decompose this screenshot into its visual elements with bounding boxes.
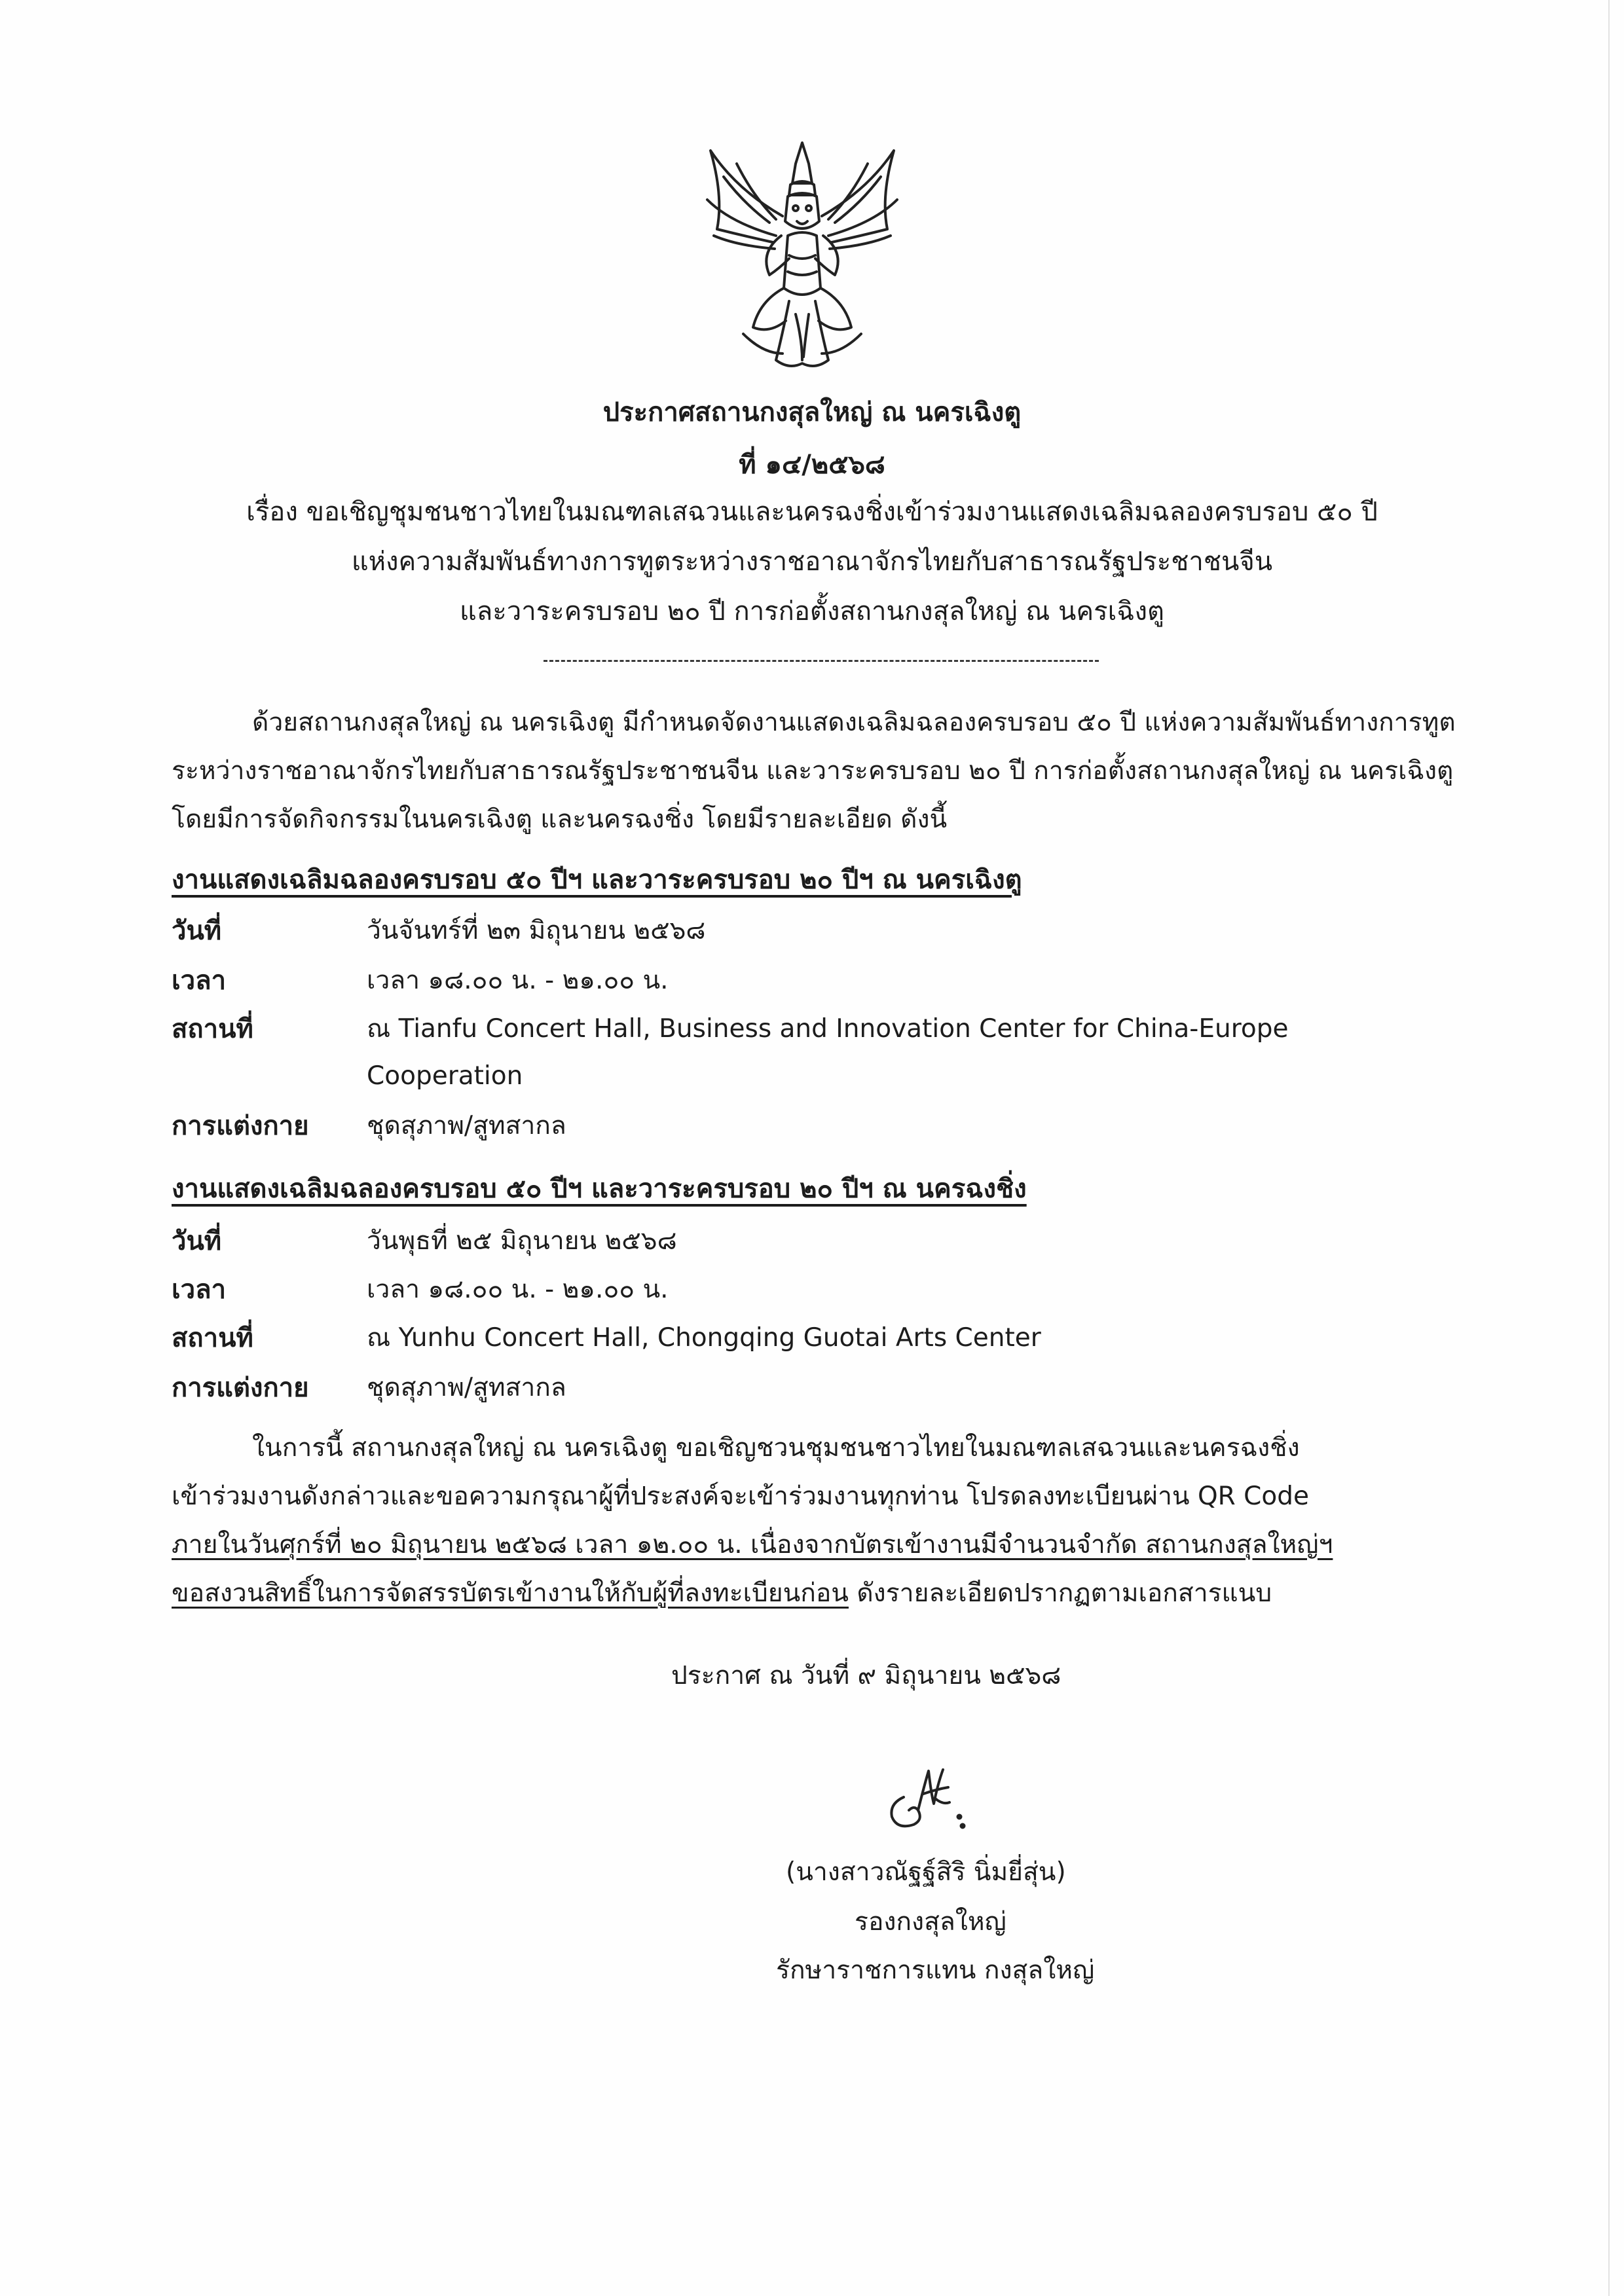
event-2-dress: ชุดสุภาพ/สูทสากล [367, 1373, 566, 1402]
announcement-date: ประกาศ ณ วันที่ ๙ มิถุนายน ๒๕๖๘ [671, 1661, 1061, 1690]
announcement-number: ที่ ๑๔/๒๕๖๘ [739, 450, 885, 480]
separator-line [544, 660, 1099, 662]
subject-line-2: แห่งความสัมพันธ์ทางการทูตระหว่างราชอาณาจักรไทยกับสาธารณรัฐประชาชนจีน [351, 547, 1273, 577]
event-2-time-label: เวลา [172, 1275, 227, 1305]
subject-line-3: และวาระครบรอบ ๒๐ ปี การก่อตั้งสถานกงสุลใหญ่ ณ นครเฉิงตู [459, 596, 1165, 627]
signatory-position: รองกงสุลใหญ่ [855, 1907, 1006, 1937]
closing-line-4-rest: ดังรายละเอียดปรากฏตามเอกสารแนบ [848, 1578, 1272, 1608]
signatory-name: (นางสาวณัฐฐ์สิริ นิ่มยี่สุ่น) [786, 1857, 1066, 1887]
event-2-venue: ณ Yunhu Concert Hall, Chongqing Guotai Arts Center [367, 1323, 1041, 1353]
event-1-venue-continued: Cooperation [367, 1061, 523, 1091]
event-1-dress: ชุดสุภาพ/สูทสากล [367, 1111, 566, 1140]
event-1-date-label: วันที่ [172, 916, 222, 946]
event-2-time: เวลา ๑๘.๐๐ น. - ๒๑.๐๐ น. [367, 1275, 669, 1304]
subject-line-1: เรื่อง ขอเชิญชุมชนชาวไทยในมณฑลเสฉวนและนครฉงชิ่งเข้าร่วมงานแสดงเฉลิมฉลองครบรอบ ๕๐ ปี [246, 497, 1378, 527]
event-1-venue: ณ Tianfu Concert Hall, Business and Innovation Center for China-Europe [367, 1014, 1289, 1044]
event-2-dress-label: การแต่งกาย [172, 1373, 309, 1403]
event-1-venue-label: สถานที่ [172, 1014, 253, 1044]
closing-line-4 [172, 1580, 1272, 1606]
event-1-time: เวลา ๑๘.๐๐ น. - ๒๑.๐๐ น. [367, 966, 669, 995]
event-2-venue-label: สถานที่ [172, 1323, 253, 1353]
event-1-dress-label: การแต่งกาย [172, 1111, 309, 1141]
garuda-emblem-icon [697, 137, 907, 380]
closing-line-3: ภายในวันศุกร์ที่ ๒๐ มิถุนายน ๒๕๖๘ เวลา ๑๒.๐๐ น. เนื่องจากบัตรเข้างานมีจำนวนจำกัด สถานกงสุลใหญ่ฯ [172, 1530, 1333, 1559]
closing-line-4-underlined: ขอสงวนสิทธิ์ในการจัดสรรบัตรเข้างานให้กับผู้ที่ลงทะเบียนก่อน [172, 1578, 849, 1608]
event-heading-chongqing: งานแสดงเฉลิมฉลองครบรอบ ๕๐ ปีฯ และวาระครบรอบ ๒๐ ปีฯ ณ นครฉงชิ่ง [172, 1174, 1027, 1204]
event-1-date: วันจันทร์ที่ ๒๓ มิถุนายน ๒๕๖๘ [367, 916, 706, 945]
event-2-date-label: วันที่ [172, 1226, 222, 1256]
event-1-time-label: เวลา [172, 966, 227, 996]
signature-mark-icon [877, 1758, 976, 1843]
page-edge [1608, 0, 1610, 2296]
closing-line-2: เข้าร่วมงานดังกล่าวและขอความกรุณาผู้ที่ประสงค์จะเข้าร่วมงานทุกท่าน โปรดลงทะเบียนผ่าน QR Code [172, 1482, 1310, 1511]
intro-line-1: ด้วยสถานกงสุลใหญ่ ณ นครเฉิงตู มีกำหนดจัดงานแสดงเฉลิมฉลองครบรอบ ๕๐ ปี แห่งความสัมพันธ์ทางการทูต [252, 708, 1456, 737]
intro-line-2: ระหว่างราชอาณาจักรไทยกับสาธารณรัฐประชาชนจีน และวาระครบรอบ ๒๐ ปี การก่อตั้งสถานกงสุลใหญ่ ณ นครเฉิงตู [172, 756, 1454, 786]
signatory-acting-role: รักษาราชการแทน กงสุลใหญ่ [776, 1956, 1095, 1985]
event-2-date: วันพุธที่ ๒๕ มิถุนายน ๒๕๖๘ [367, 1226, 677, 1256]
intro-line-3: โดยมีการจัดกิจกรรมในนครเฉิงตู และนครฉงชิ่ง โดยมีรายละเอียด ดังนี้ [172, 805, 948, 834]
event-heading-chengdu: งานแสดงเฉลิมฉลองครบรอบ ๕๐ ปีฯ และวาระครบรอบ ๒๐ ปีฯ ณ นครเฉิงตู [172, 865, 1022, 895]
announcement-title: ประกาศสถานกงสุลใหญ่ ณ นครเฉิงตู [602, 397, 1022, 428]
closing-line-1: ในการนี้ สถานกงสุลใหญ่ ณ นครเฉิงตู ขอเชิญชวนชุมชนชาวไทยในมณฑลเสฉวนและนครฉงชิ่ง [252, 1433, 1300, 1463]
